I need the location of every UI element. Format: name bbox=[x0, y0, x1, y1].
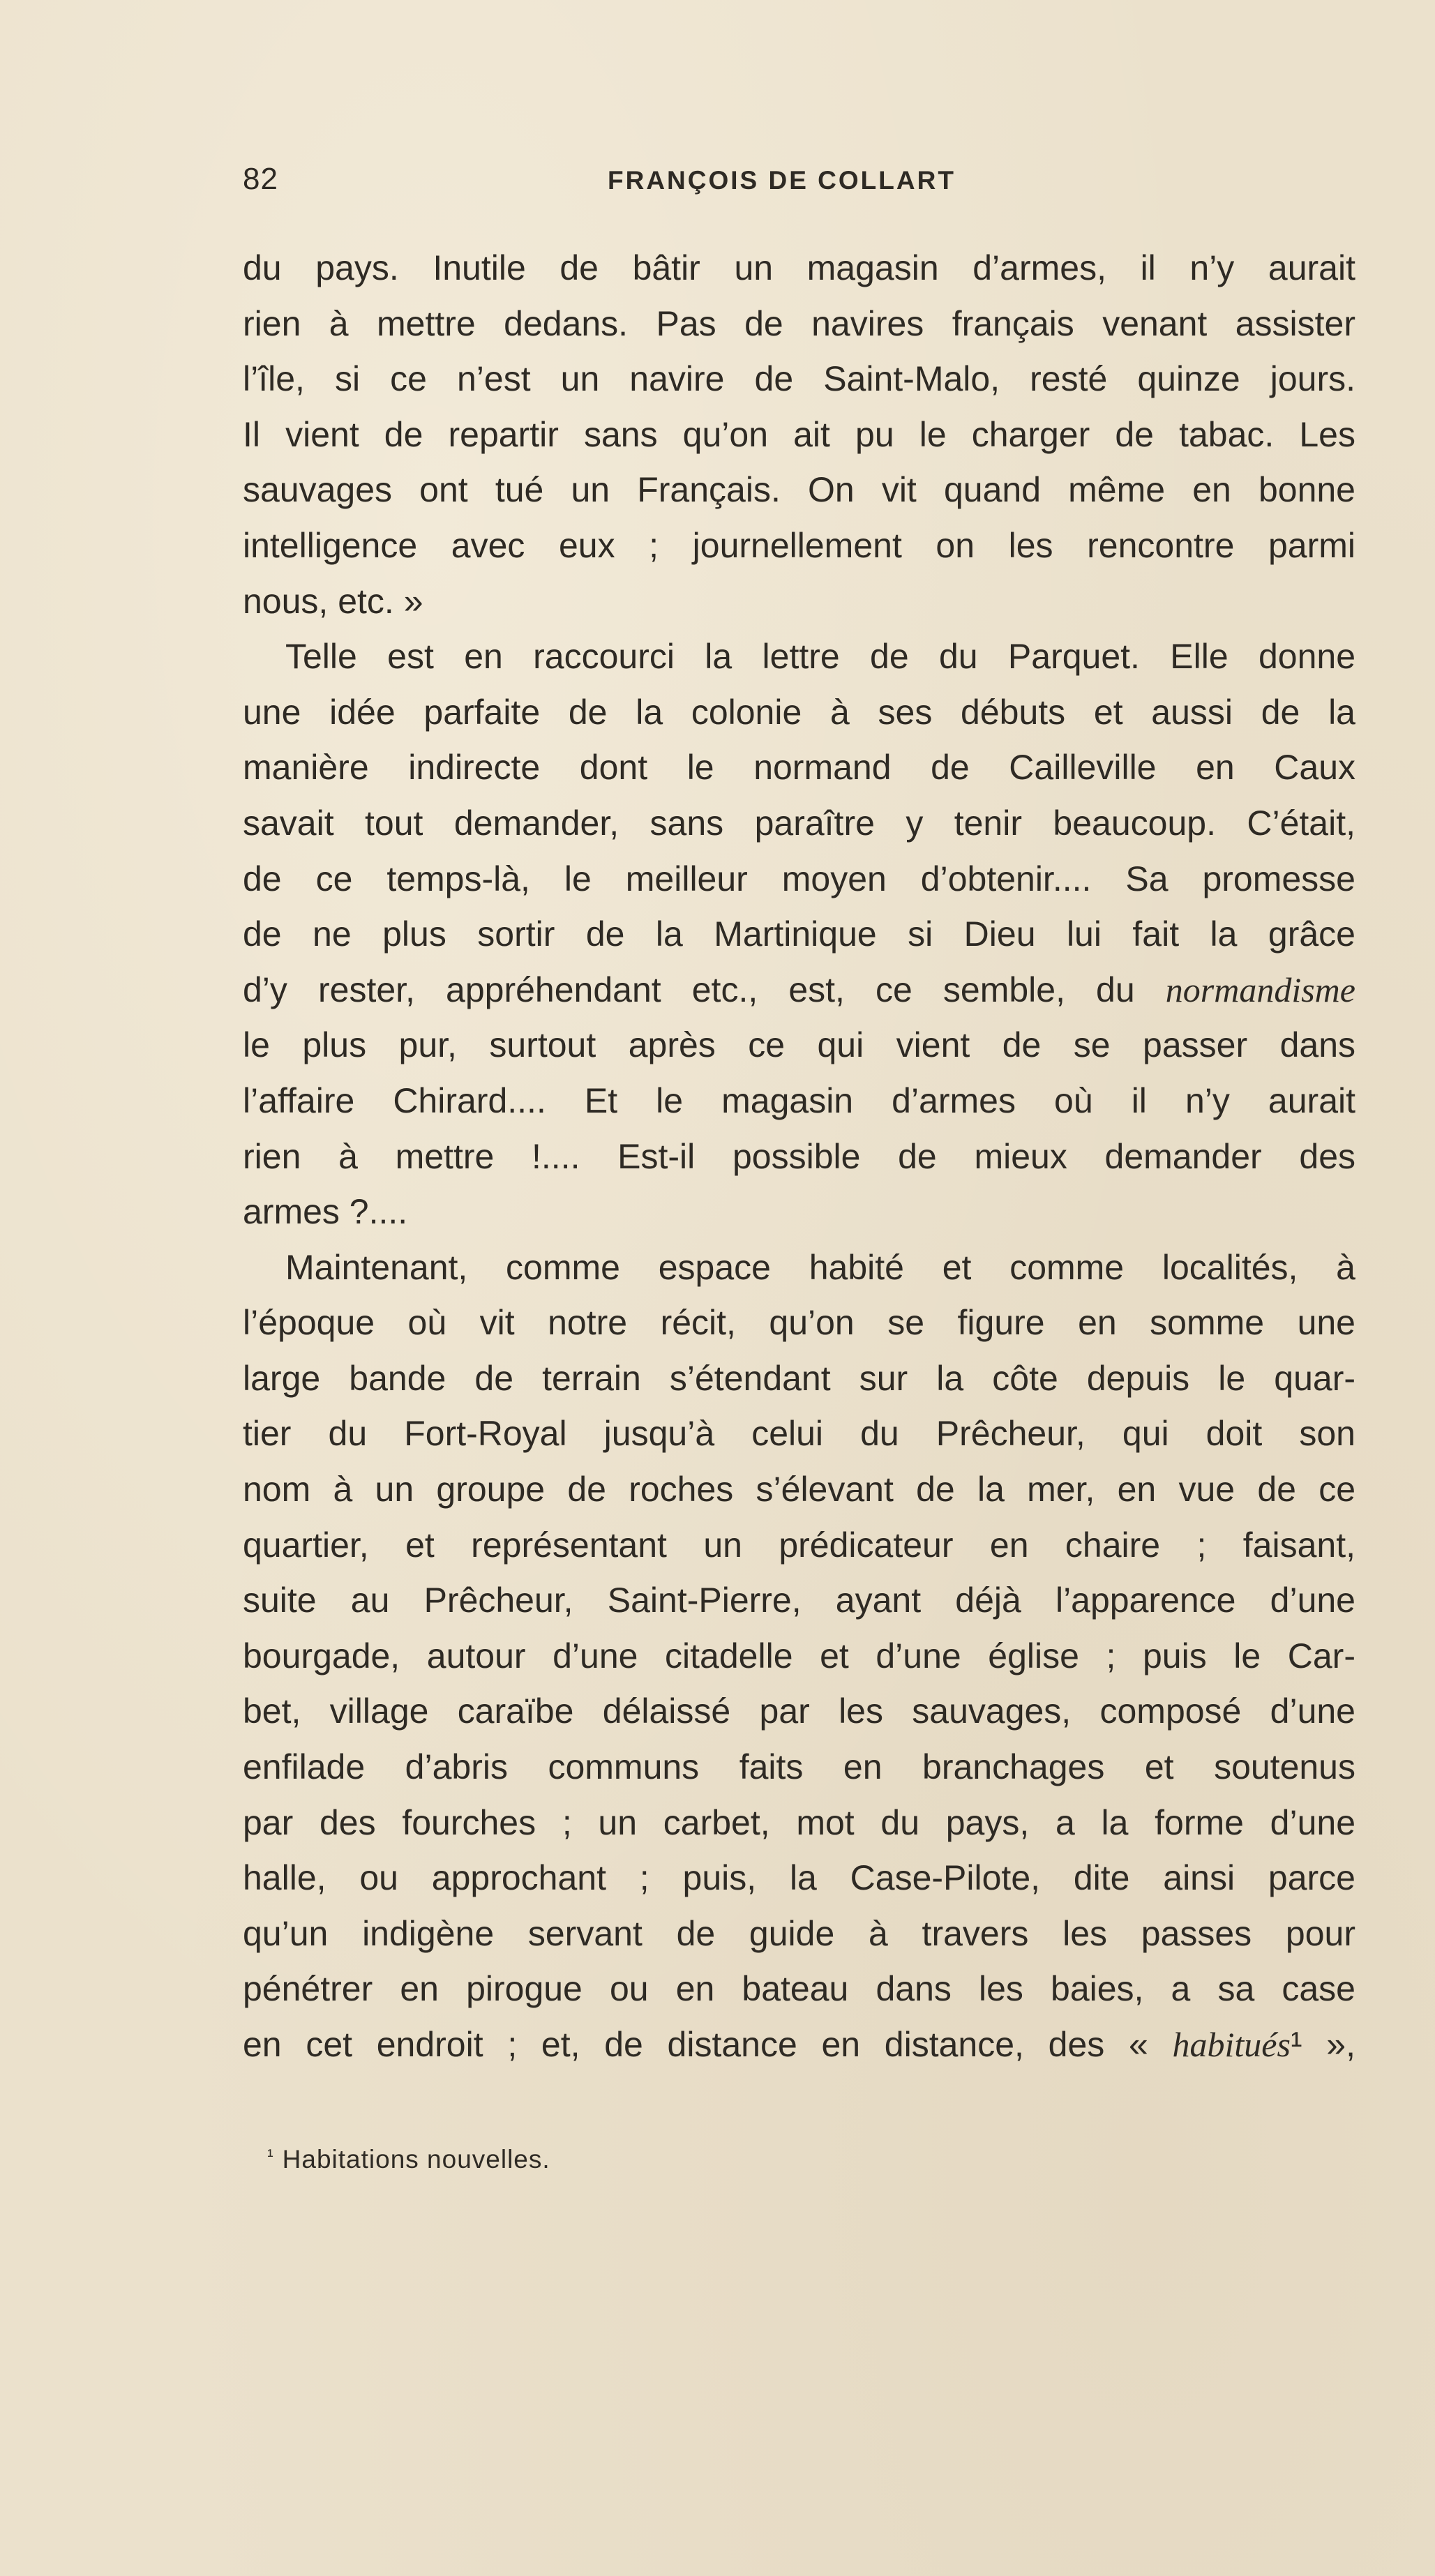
italic-term: normandisme bbox=[1165, 970, 1355, 1009]
text-line: l’époque où vit notre récit, qu’on se figure en somme une bbox=[243, 1303, 1355, 1343]
text-line: Il vient de repartir sans qu’on ait pu le charger de tabac. Les bbox=[243, 414, 1355, 454]
text-line: Telle est en raccourci la lettre de du Parquet. Elle donne bbox=[285, 637, 1355, 677]
text-line: pénétrer en pirogue ou en bateau dans les baies, a sa case bbox=[243, 1969, 1355, 2009]
text-line: savait tout demander, sans paraître y tenir beaucoup. C’était, bbox=[243, 803, 1355, 843]
body-text bbox=[243, 241, 1355, 2073]
page-number: 82 bbox=[243, 162, 278, 196]
text-line: de ce temps-là, le meilleur moyen d’obtenir.... Sa promesse bbox=[243, 859, 1355, 898]
text-line: armes ?.... bbox=[243, 1192, 408, 1232]
text-line: nous, etc. » bbox=[243, 581, 423, 621]
text-line: halle, ou approchant ; puis, la Case-Pilote, dite ainsi parce bbox=[243, 1858, 1355, 1898]
text-line: quartier, et représentant un prédicateur en chaire ; faisant, bbox=[243, 1525, 1355, 1565]
text-line: du pays. Inutile de bâtir un magasin d’armes, il n’y aurait bbox=[243, 248, 1355, 287]
text-line: bourgade, autour d’une citadelle et d’une église ; puis le Car- bbox=[243, 1636, 1355, 1675]
text-line bbox=[243, 2017, 1355, 2073]
text-line: nom à un groupe de roches s’élevant de la mer, en vue de ce bbox=[243, 1470, 1355, 1509]
footnote-text: Habitations nouvelles. bbox=[282, 2145, 550, 2174]
text-line: Maintenant, comme espace habité et comme localités, à bbox=[285, 1247, 1355, 1287]
text-line: enfilade d’abris communs faits en branchages et soutenus bbox=[243, 1747, 1355, 1787]
text-segment: d’y rester, appréhendant etc., est, ce semble, du bbox=[243, 970, 1135, 1009]
text-line: sauvages ont tué un Français. On vit quand même en bonne bbox=[243, 470, 1355, 510]
text-line: par des fourches ; un carbet, mot du pays, a la forme d’une bbox=[243, 1802, 1355, 1842]
text-line: qu’un indigène servant de guide à travers les passes pour bbox=[243, 1913, 1355, 1953]
text-segment: ¹ », bbox=[1290, 2025, 1355, 2064]
text-line: bet, village caraïbe délaissé par les sauvages, composé d’une bbox=[243, 1692, 1355, 1731]
text-line: suite au Prêcheur, Saint-Pierre, ayant déjà l’apparence d’une bbox=[243, 1581, 1355, 1620]
text-line: l’île, si ce n’est un navire de Saint-Malo, resté quinze jours. bbox=[243, 359, 1355, 399]
text-line: large bande de terrain s’étendant sur la côte depuis le quar- bbox=[243, 1358, 1355, 1398]
footnote-mark: ¹ bbox=[267, 2145, 274, 2166]
text-line: de ne plus sortir de la Martinique si Dieu lui fait la grâce bbox=[243, 914, 1355, 954]
text-line: manière indirecte dont le normand de Cailleville en Caux bbox=[243, 748, 1355, 788]
running-head bbox=[243, 162, 1205, 204]
italic-term: habitués bbox=[1172, 2025, 1291, 2064]
text-segment: en cet endroit ; et, de distance en distance, des « bbox=[243, 2025, 1148, 2064]
text-line: rien à mettre dedans. Pas de navires français venant assister bbox=[243, 303, 1355, 343]
text-line: tier du Fort-Royal jusqu’à celui du Prêcheur, qui doit son bbox=[243, 1414, 1355, 1454]
text-line: rien à mettre !.... Est-il possible de mieux demander des bbox=[243, 1136, 1355, 1176]
running-title: FRANÇOIS DE COLLART bbox=[608, 166, 956, 195]
footnote bbox=[267, 2145, 550, 2174]
text-line: le plus pur, surtout après ce qui vient de se passer dans bbox=[243, 1025, 1355, 1065]
text-line: intelligence avec eux ; journellement on les rencontre parmi bbox=[243, 525, 1355, 565]
text-line bbox=[243, 963, 1355, 1018]
text-line: l’affaire Chirard.... Et le magasin d’armes où il n’y aurait bbox=[243, 1080, 1355, 1120]
text-line: une idée parfaite de la colonie à ses débuts et aussi de la bbox=[243, 692, 1355, 732]
